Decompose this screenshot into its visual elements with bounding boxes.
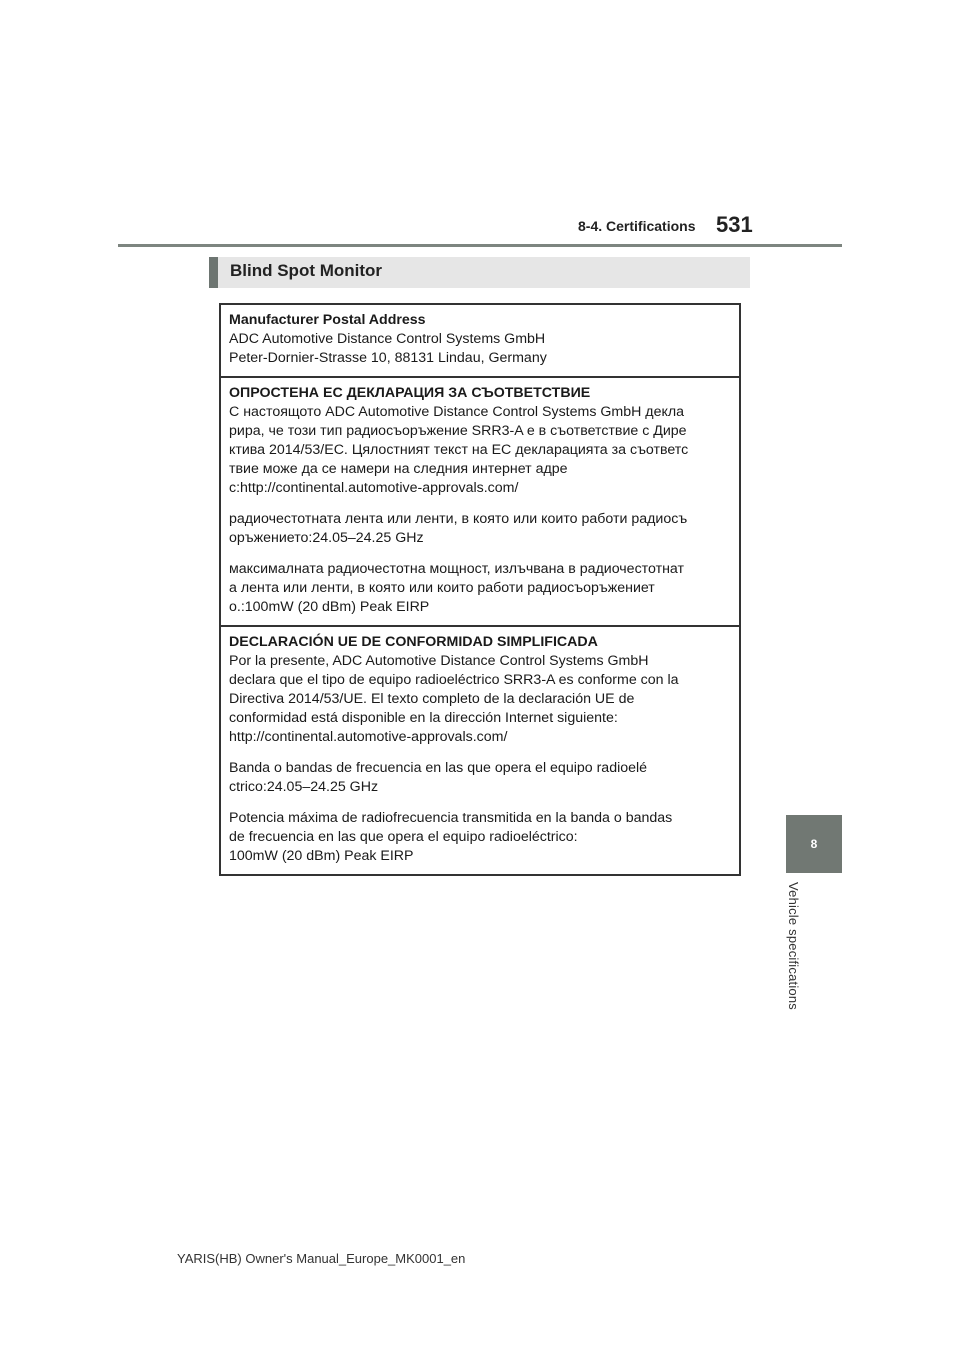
text-line: ctrico:24.05–24.25 GHz xyxy=(229,779,379,795)
header-divider xyxy=(118,244,842,247)
header-section-title: 8-4. Certifications xyxy=(578,218,696,234)
row-heading: Manufacturer Postal Address xyxy=(229,312,426,328)
text-line: о.:100mW (20 dBm) Peak EIRP xyxy=(229,599,430,615)
text-line: ктива 2014/53/ЕС. Цялостният текст на ЕС декларацията за съответс xyxy=(229,442,689,458)
text-line: Banda o bandas de frecuencia en las que opera el equipo radioelé xyxy=(229,760,648,776)
chapter-tab-number: 8 xyxy=(810,837,818,851)
text-line: Directiva 2014/53/UE. El texto completo de la declaración UE de xyxy=(229,691,635,707)
text-line: а лента или ленти, в която или които работи радиосъоръжениет xyxy=(229,580,655,596)
text-line: ADC Automotive Distance Control Systems GmbH xyxy=(229,331,546,347)
section-banner xyxy=(209,257,750,288)
text-line: Por la presente, ADC Automotive Distance Control Systems GmbH xyxy=(229,653,649,669)
text-line: de frecuencia en las que opera el equipo radioeléctrico: xyxy=(229,829,578,845)
paragraph-gap xyxy=(229,548,731,560)
text-line: http://continental.automotive-approvals.com/ xyxy=(229,729,508,745)
paragraph-gap xyxy=(229,498,731,510)
text-line: Peter-Dornier-Strasse 10, 88131 Lindau, Germany xyxy=(229,350,547,366)
paragraph-gap xyxy=(229,797,731,809)
text-line: рира, че този тип радиосъоръжение SRR3-A е в съответствие с Дире xyxy=(229,423,687,439)
text-line: 100mW (20 dBm) Peak EIRP xyxy=(229,848,414,864)
text-line: С настоящото ADC Automotive Distance Control Systems GmbH декла xyxy=(229,404,684,420)
row-heading: ОПРОСТЕНА ЕС ДЕКЛАРАЦИЯ ЗА СЪОТВЕТСТВИЕ xyxy=(229,385,591,401)
cert-row-bulgarian xyxy=(221,378,739,627)
text-line: радиочестотната лента или ленти, в която или които работи радиосъ xyxy=(229,511,688,527)
paragraph-gap xyxy=(229,747,731,759)
certification-box xyxy=(219,303,741,876)
chapter-tab xyxy=(786,815,842,873)
text-line: conformidad está disponible en la dirección Internet siguiente: xyxy=(229,710,618,726)
text-line: Potencia máxima de radiofrecuencia transmitida en la banda o bandas xyxy=(229,810,673,826)
footer-text: YARIS(HB) Owner's Manual_Europe_MK0001_en xyxy=(177,1251,466,1266)
cert-row-manufacturer xyxy=(221,305,739,378)
cert-row-spanish xyxy=(221,627,739,874)
text-line: твие може да се намери на следния интернет адре xyxy=(229,461,568,477)
chapter-label: Vehicle specifications xyxy=(786,882,801,1010)
row-heading: DECLARACIÓN UE DE CONFORMIDAD SIMPLIFICADA xyxy=(229,634,598,650)
text-line: declara que el tipo de equipo radioeléctrico SRR3-A es conforme con la xyxy=(229,672,679,688)
text-line: с:http://continental.automotive-approvals.com/ xyxy=(229,480,519,496)
section-title: Blind Spot Monitor xyxy=(230,261,383,280)
text-line: максималната радиочестотна мощност, излъчвана в радиочестотнат xyxy=(229,561,684,577)
text-line: оръжението:24.05–24.25 GHz xyxy=(229,530,424,546)
page-number: 531 xyxy=(716,212,753,237)
